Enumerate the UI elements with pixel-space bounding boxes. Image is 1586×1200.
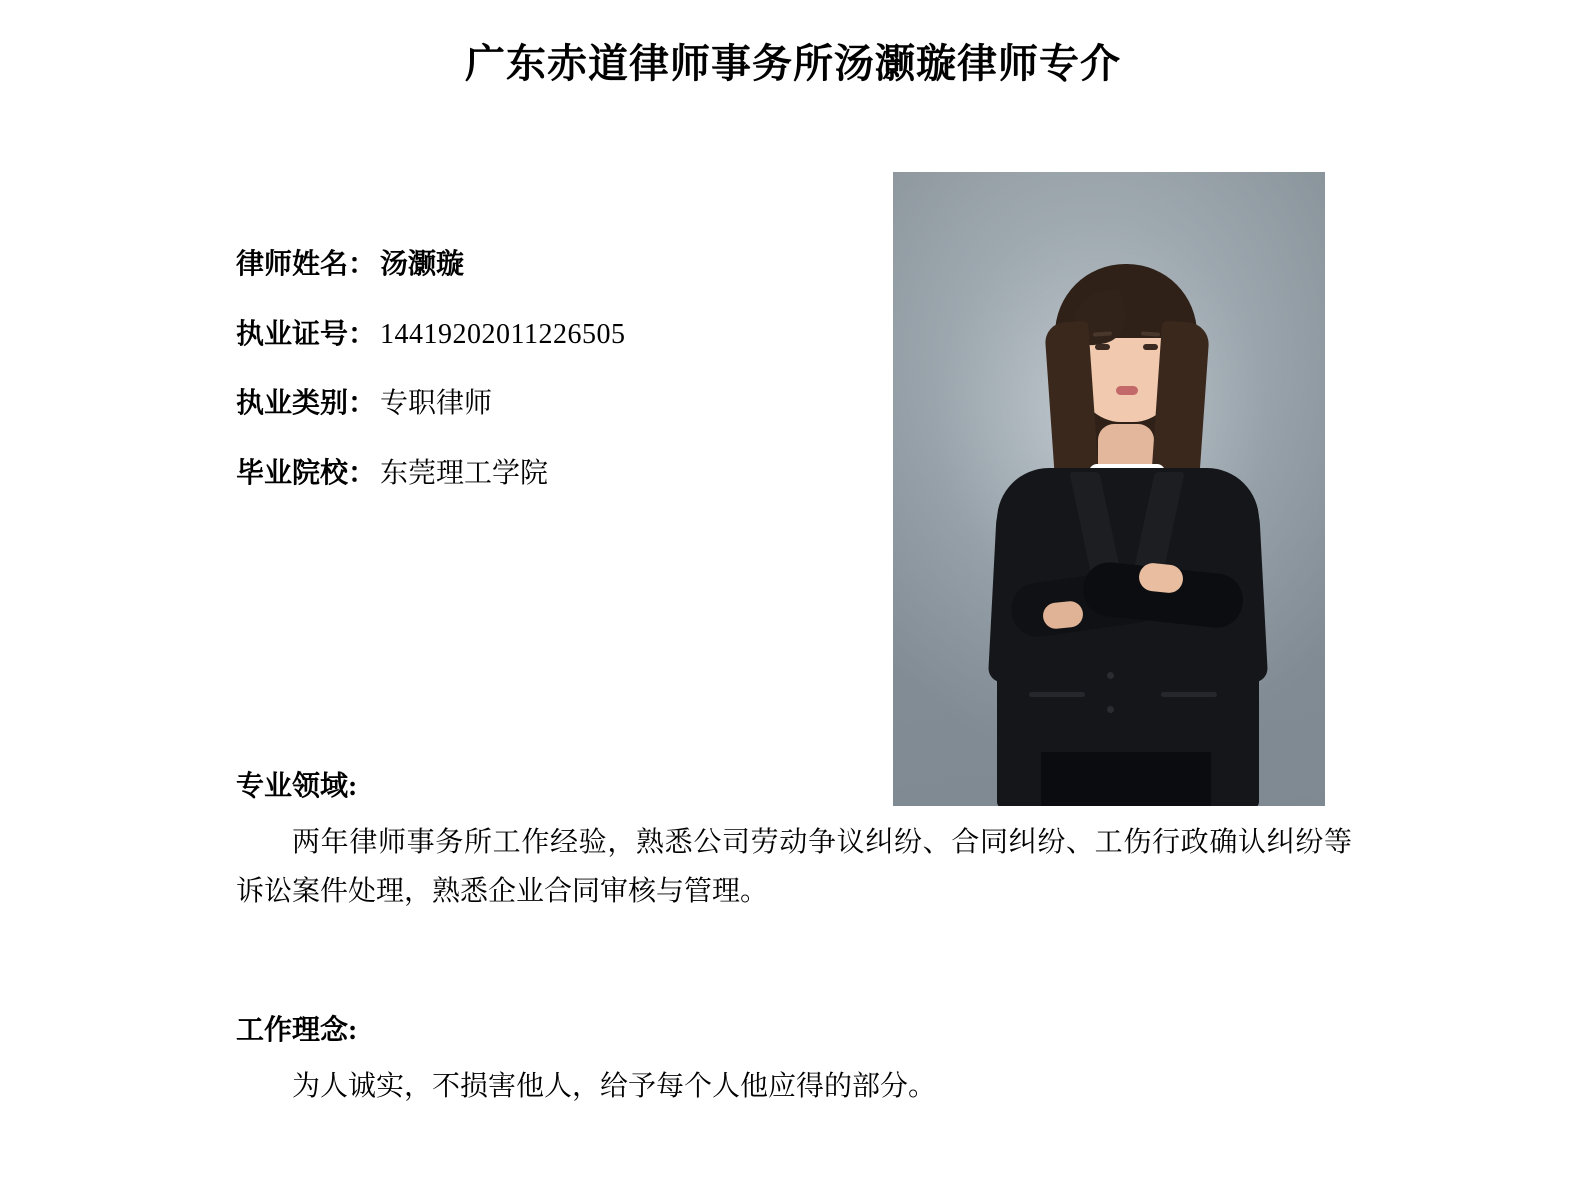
info-row-school	[236, 457, 856, 491]
jacket-button-2	[1107, 706, 1114, 713]
mouth	[1116, 386, 1138, 395]
jacket-pocket-left	[1029, 692, 1085, 697]
info-row-license	[236, 318, 856, 352]
lawyer-portrait-photo	[893, 172, 1325, 806]
specialty-heading: 专业领域:	[236, 771, 358, 802]
eye-left	[1095, 344, 1110, 350]
info-row-name	[236, 248, 856, 282]
jacket-pocket-right	[1161, 692, 1217, 697]
info-value-license: 14419202011226505	[380, 318, 626, 350]
info-value-name: 汤灏璇	[380, 249, 465, 280]
info-row-category	[236, 387, 856, 421]
info-value-school: 东莞理工学院	[380, 457, 549, 489]
info-label-category: 执业类别：	[236, 388, 377, 420]
info-value-category: 专职律师	[380, 388, 493, 420]
philosophy-section	[236, 1014, 1352, 1111]
eye-right	[1143, 344, 1158, 350]
philosophy-heading: 工作理念:	[236, 1015, 358, 1046]
portrait-person	[893, 172, 1325, 806]
lawyer-info-block	[236, 248, 856, 526]
philosophy-body: 为人诚实，不损害他人，给予每个人他应得的部分。	[292, 1070, 937, 1102]
specialty-body: 两年律师事务所工作经验，熟悉公司劳动争议纠纷、合同纠纷、工伤行政确认纠纷等诉讼案件处理，熟悉企业合同审核与管理。	[236, 826, 1352, 907]
page-title: 广东赤道律师事务所汤灏璇律师专介	[465, 41, 1121, 86]
info-label-license: 执业证号：	[236, 318, 377, 350]
info-label-school: 毕业院校：	[236, 457, 377, 489]
info-label-name: 律师姓名：	[236, 249, 377, 280]
specialty-section	[236, 770, 1352, 916]
jacket-button-1	[1107, 672, 1114, 679]
